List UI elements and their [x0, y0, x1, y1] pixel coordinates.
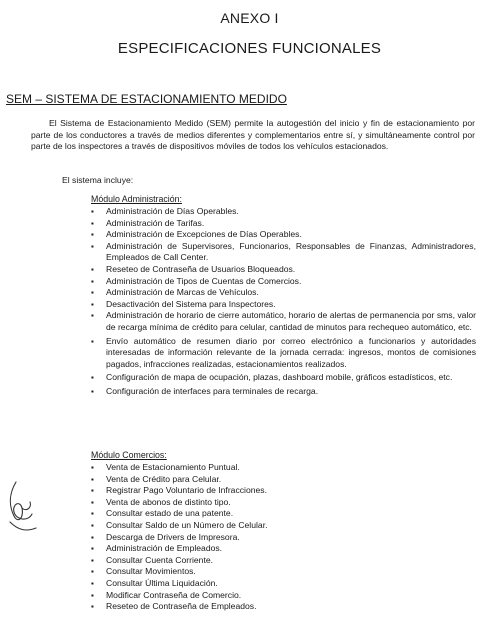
bullet-icon: ▪ — [91, 241, 94, 251]
list-item-text: Configuración de interfaces para terminales de recarga. — [106, 385, 319, 396]
list-item-text: Venta de abonos de distinto tipo. — [106, 496, 231, 507]
bullet-icon: ▪ — [91, 218, 94, 228]
bullet-icon: ▪ — [91, 544, 94, 554]
list-item — [91, 543, 476, 555]
bullet-icon: ▪ — [91, 311, 94, 321]
module-list-comercios — [91, 462, 476, 613]
bullet-icon: ▪ — [91, 230, 94, 240]
bullet-icon: ▪ — [91, 373, 94, 383]
bullet-icon: ▪ — [91, 299, 94, 309]
list-item-text: Registrar Pago Voluntario de Infracciones. — [106, 485, 267, 496]
list-item — [91, 497, 476, 509]
intro-paragraph: El Sistema de Estacionamiento Medido (SEM) permite la autogestión del inicio y fin de estacionamiento por parte de los conductores a través de medios diferentes y complementarios entre sí, y simultáneamente control por parte de los inspectores a través de dispositivos móviles de todos los vehículos estacionados. — [31, 118, 475, 151]
list-item-text: Modificar Contraseña de Comercio. — [106, 589, 242, 600]
list-item — [91, 474, 476, 486]
bullet-icon: ▪ — [91, 520, 94, 530]
includes-label: El sistema incluye: — [62, 175, 134, 185]
list-item — [91, 310, 476, 333]
list-item-text: Envío automático de resumen diario por correo electrónico a funcionarios y autoridades interesadas de información relevante de la jornada cerrada: ingresos, montos de comisiones pagados, infracciones realizadas, estacionamientos realizados. — [106, 335, 476, 369]
bullet-icon: ▪ — [91, 463, 94, 472]
bullet-icon: ▪ — [91, 602, 94, 612]
list-item-text: Configuración de mapa de ocupación, plazas, dashboard mobile, gráficos estadísticos, etc. — [106, 372, 453, 383]
document-title: ESPECIFICACIONES FUNCIONALES — [117, 40, 382, 57]
bullet-icon: ▪ — [91, 497, 94, 507]
bullet-icon: ▪ — [91, 336, 94, 346]
list-item — [91, 520, 476, 532]
bullet-icon: ▪ — [91, 207, 94, 216]
bullet-icon: ▪ — [91, 264, 94, 274]
list-item — [91, 241, 476, 264]
list-item — [91, 287, 476, 299]
bullet-icon: ▪ — [91, 386, 94, 396]
list-item — [91, 532, 476, 544]
list-item-text: Venta de Estacionamiento Puntual. — [106, 462, 240, 472]
list-item-text: Consultar Movimientos. — [106, 566, 196, 577]
list-item — [91, 386, 476, 398]
list-item — [91, 299, 476, 311]
section-title: SEM – SISTEMA DE ESTACIONAMIENTO MEDIDO — [6, 92, 287, 106]
list-item — [91, 578, 476, 590]
list-item — [91, 601, 476, 613]
list-item-text: Administración de Días Operables. — [106, 206, 239, 216]
list-item — [91, 336, 476, 371]
list-item — [91, 372, 476, 384]
bullet-icon: ▪ — [91, 276, 94, 286]
list-item-text: Consultar Cuenta Corriente. — [106, 554, 213, 565]
list-item — [91, 508, 476, 520]
bullet-icon: ▪ — [91, 532, 94, 542]
list-item-text: Reseteo de Contraseña de Usuarios Bloqueados. — [106, 263, 296, 274]
bullet-icon: ▪ — [91, 486, 94, 496]
list-item — [91, 462, 476, 474]
module-title-comercios: Módulo Comercios: — [91, 450, 167, 460]
bullet-icon: ▪ — [91, 567, 94, 577]
module-list-administracion — [91, 206, 476, 398]
list-item-text: Consultar Última Liquidación. — [106, 577, 218, 588]
bullet-icon: ▪ — [91, 509, 94, 519]
list-item-text: Desactivación del Sistema para Inspectores. — [106, 298, 276, 309]
list-item-text: Consultar estado de una patente. — [106, 508, 234, 519]
bullet-icon: ▪ — [91, 590, 94, 600]
list-item-text: Administración de Supervisores, Funcionarios, Responsables de Finanzas, Administradores, Empleados de Call Center. — [106, 240, 476, 263]
list-item — [91, 590, 476, 602]
list-item-text: Descarga de Drivers de Impresora. — [106, 531, 240, 542]
annex-heading: ANEXO I — [220, 10, 279, 26]
list-item — [91, 566, 476, 578]
bullet-icon: ▪ — [91, 578, 94, 588]
list-item — [91, 206, 476, 218]
list-item-text: Administración de Excepciones de Días Operables. — [106, 229, 302, 240]
handwritten-signature — [2, 478, 42, 538]
list-item-text: Administración de Empleados. — [106, 543, 223, 554]
list-item-text: Administración de Marcas de Vehículos. — [106, 287, 259, 298]
list-item — [91, 485, 476, 497]
bullet-icon: ▪ — [91, 474, 94, 484]
module-title-administracion: Módulo Administración: — [91, 194, 182, 204]
list-item — [91, 264, 476, 276]
list-item — [91, 276, 476, 288]
list-item-text: Venta de Crédito para Celular. — [106, 473, 222, 484]
list-item — [91, 229, 476, 241]
list-item-text: Administración de Tipos de Cuentas de Comercios. — [106, 275, 302, 286]
list-item-text: Consultar Saldo de un Número de Celular. — [106, 519, 268, 530]
list-item-text: Administración de Tarifas. — [106, 217, 205, 228]
bullet-icon: ▪ — [91, 555, 94, 565]
list-item-text: Administración de horario de cierre automático, horario de alertas de permanencia por sms, valor de recarga mínima de crédito para celular, cantidad de minutos para rechequeo automático, etc. — [106, 310, 476, 332]
list-item — [91, 555, 476, 567]
bullet-icon: ▪ — [91, 288, 94, 298]
list-item — [91, 218, 476, 230]
list-item-text: Reseteo de Contraseña de Empleados. — [106, 601, 257, 612]
